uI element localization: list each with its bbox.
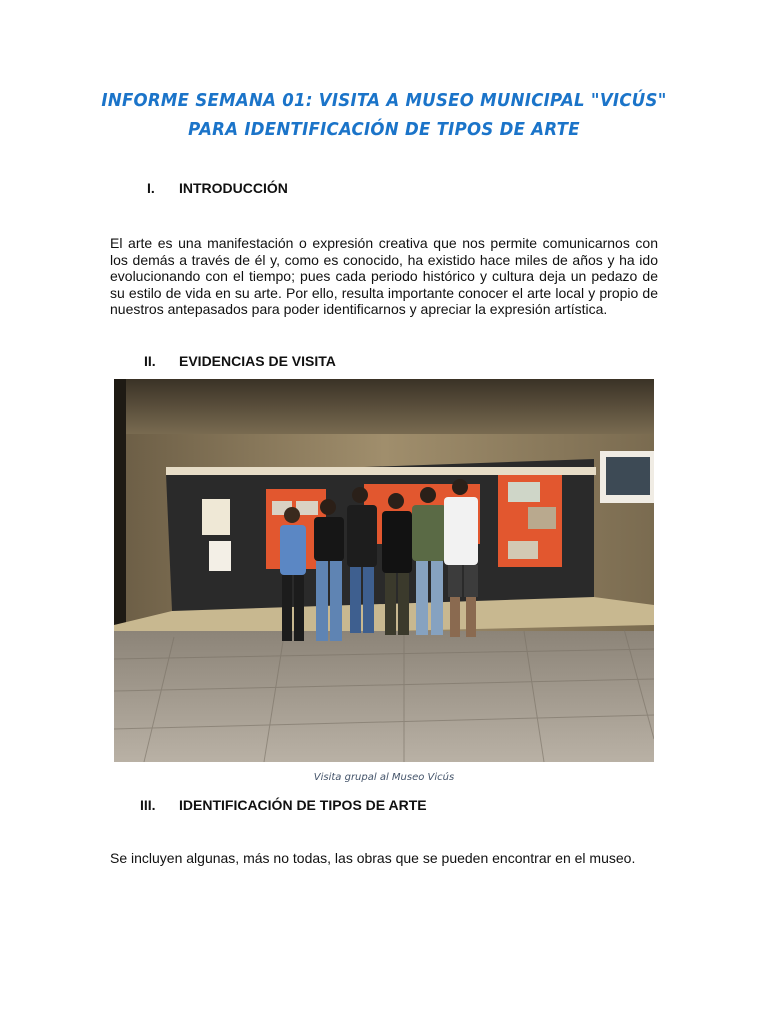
group-visit-photo	[114, 379, 654, 762]
section-heading-text: EVIDENCIAS DE VISITA	[179, 353, 336, 369]
section-number: II.	[144, 353, 156, 369]
section-heading-text: INTRODUCCIÓN	[179, 180, 288, 196]
section-heading-evidencias	[144, 353, 336, 369]
section-heading-identificacion	[140, 797, 427, 813]
photo-caption: Visita grupal al Museo Vicús	[313, 772, 455, 783]
section-number: I.	[147, 180, 155, 196]
document-title: INFORME SEMANA 01: VISITA A MUSEO MUNICIPAL "VICÚS" PARA IDENTIFICACIÓN DE TIPOS DE ARTE	[101, 90, 667, 140]
section-heading-introduccion	[147, 180, 288, 196]
section3-paragraph: Se incluyen algunas, más no todas, las obras que se pueden encontrar en el museo.	[110, 850, 636, 866]
intro-paragraph: El arte es una manifestación o expresión creativa que nos permite comunicarnos con los demás a través de él y, como es conocido, ha existido hace miles de años y ha ido evolucionando con el tiempo; pues cada periodo histórico y cultura deja un pedazo de su estilo de vida en su arte. Por ello, resulta importante conocer el arte local y propio de nuestros antepasados para poder identificarnos y apreciar la expresión artística.	[110, 235, 658, 318]
section-number: III.	[140, 797, 156, 813]
section-heading-text: IDENTIFICACIÓN DE TIPOS DE ARTE	[179, 797, 427, 813]
